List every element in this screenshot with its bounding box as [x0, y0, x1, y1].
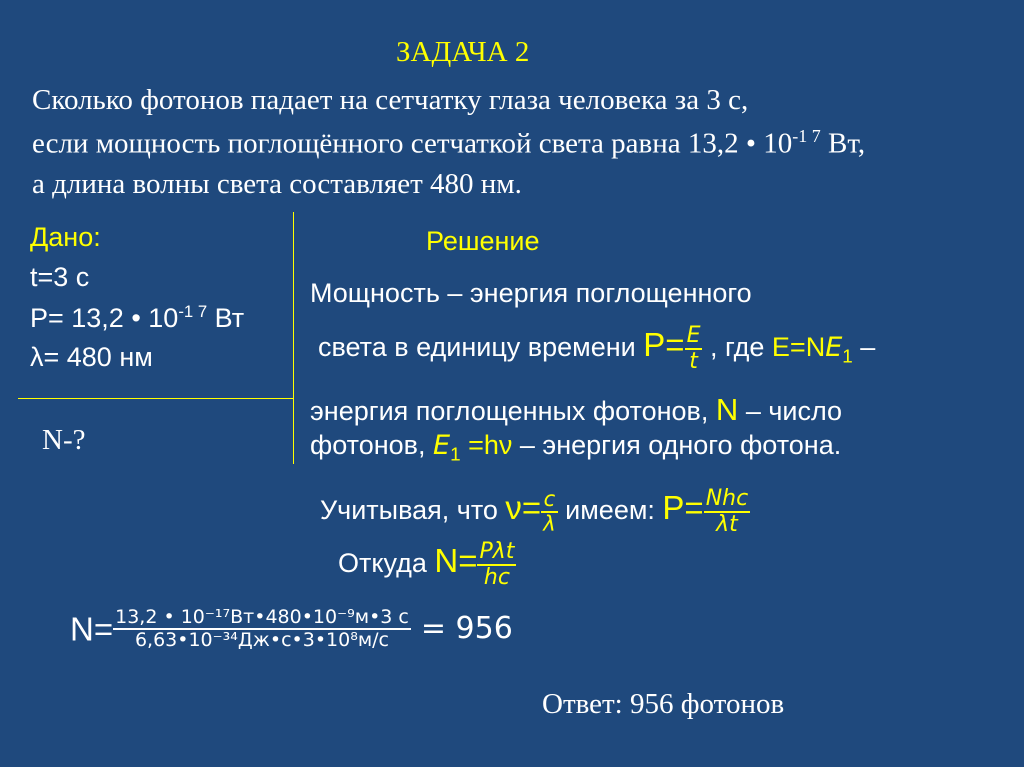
calculation-numerator: 13,2 • 10⁻¹⁷Вт•480•10⁻⁹м•3 с: [115, 606, 409, 629]
solution-line-6-text: Откуда: [338, 548, 427, 578]
power-formula-lhs: P=: [643, 326, 685, 363]
count-fraction-denominator: hc: [483, 564, 510, 590]
power-fraction: [685, 324, 703, 374]
problem-line-2-exponent: -1 7: [792, 126, 821, 146]
solution-line-6: [338, 528, 516, 594]
solution-line-5-mid: имеем:: [565, 495, 655, 525]
solution-line-4-rest: – энергия одного фотона.: [519, 430, 842, 460]
photon-count-symbol: N: [715, 392, 739, 427]
given-divider-vertical: [293, 212, 294, 464]
power-derived-lhs: P=: [662, 489, 704, 526]
solution-line-4-text: фотонов,: [310, 430, 426, 460]
given-find: N-?: [42, 424, 86, 456]
problem-line-2: [32, 126, 865, 161]
solution-line-5-text: Учитывая, что: [320, 495, 498, 525]
solution-line-2-dash: –: [852, 332, 876, 362]
answer: Ответ: 956 фотонов: [542, 688, 785, 720]
energy-one-subscript: 1: [842, 346, 853, 368]
problem-line-2-unit: Вт,: [820, 127, 866, 160]
solution-line-3: [310, 392, 842, 428]
energy-one-symbol: E: [825, 332, 843, 363]
calculation-result: = 956: [420, 611, 513, 647]
frequency-fraction-denominator: λ: [543, 511, 556, 536]
energy-formula-lhs: E=N: [771, 332, 826, 362]
problem-line-2-text: если мощность поглощённого сетчаткой света равна 13,2 • 10: [32, 127, 793, 160]
photon-energy-formula: [433, 430, 513, 466]
given-power-exponent: -1 7: [178, 302, 208, 321]
solution-line-3-rest: – число: [745, 396, 843, 426]
given-power-text: P= 13,2 • 10: [30, 303, 179, 333]
frequency-formula-lhs: ν=: [505, 489, 542, 526]
solution-line-3-text: энергия поглощенных фотонов,: [310, 396, 709, 426]
solution-line-1: Мощность – энергия поглощенного: [310, 278, 752, 308]
given-power: [30, 302, 244, 334]
energy-formula: [771, 332, 853, 368]
frequency-fraction: [541, 488, 557, 536]
given-heading: Дано:: [30, 222, 101, 252]
power-fraction-denominator: t: [689, 348, 698, 374]
solution-line-2-where: , где: [702, 332, 765, 362]
photon-energy-rhs: =hν: [460, 430, 513, 460]
given-power-unit: Вт: [207, 303, 245, 333]
power-derived-fraction: [704, 487, 751, 537]
given-divider-horizontal: [18, 398, 293, 399]
given-wavelength: λ= 480 нм: [30, 342, 153, 372]
calculation-lhs: N=: [70, 610, 114, 648]
calculation: [70, 592, 513, 666]
power-derived-numerator: Nhc: [704, 487, 751, 513]
solution-line-2: [318, 312, 875, 378]
given-time: t=3 с: [30, 262, 90, 292]
power-derived-denominator: λt: [716, 511, 738, 537]
solution-line-4: [310, 430, 841, 466]
count-formula-lhs: N=: [434, 542, 478, 579]
slide-title: ЗАДАЧА 2: [396, 36, 530, 68]
photon-energy-subscript: 1: [450, 444, 461, 466]
count-fraction: [477, 540, 516, 590]
power-fraction-numerator: E: [685, 324, 703, 350]
count-fraction-numerator: Pλt: [477, 540, 516, 566]
problem-line-3: а длина волны света составляет 480 нм.: [32, 168, 522, 200]
problem-line-1: Сколько фотонов падает на сетчатку глаза человека за 3 с,: [32, 84, 749, 116]
solution-heading: Решение: [426, 226, 540, 256]
solution-line-2-text: света в единицу времени: [318, 332, 636, 362]
frequency-fraction-numerator: c: [541, 488, 557, 513]
calculation-fraction: [113, 607, 411, 651]
photon-energy-symbol: E: [433, 430, 451, 461]
calculation-denominator: 6,63•10⁻³⁴Дж•с•3•10⁸м/с: [134, 629, 389, 652]
